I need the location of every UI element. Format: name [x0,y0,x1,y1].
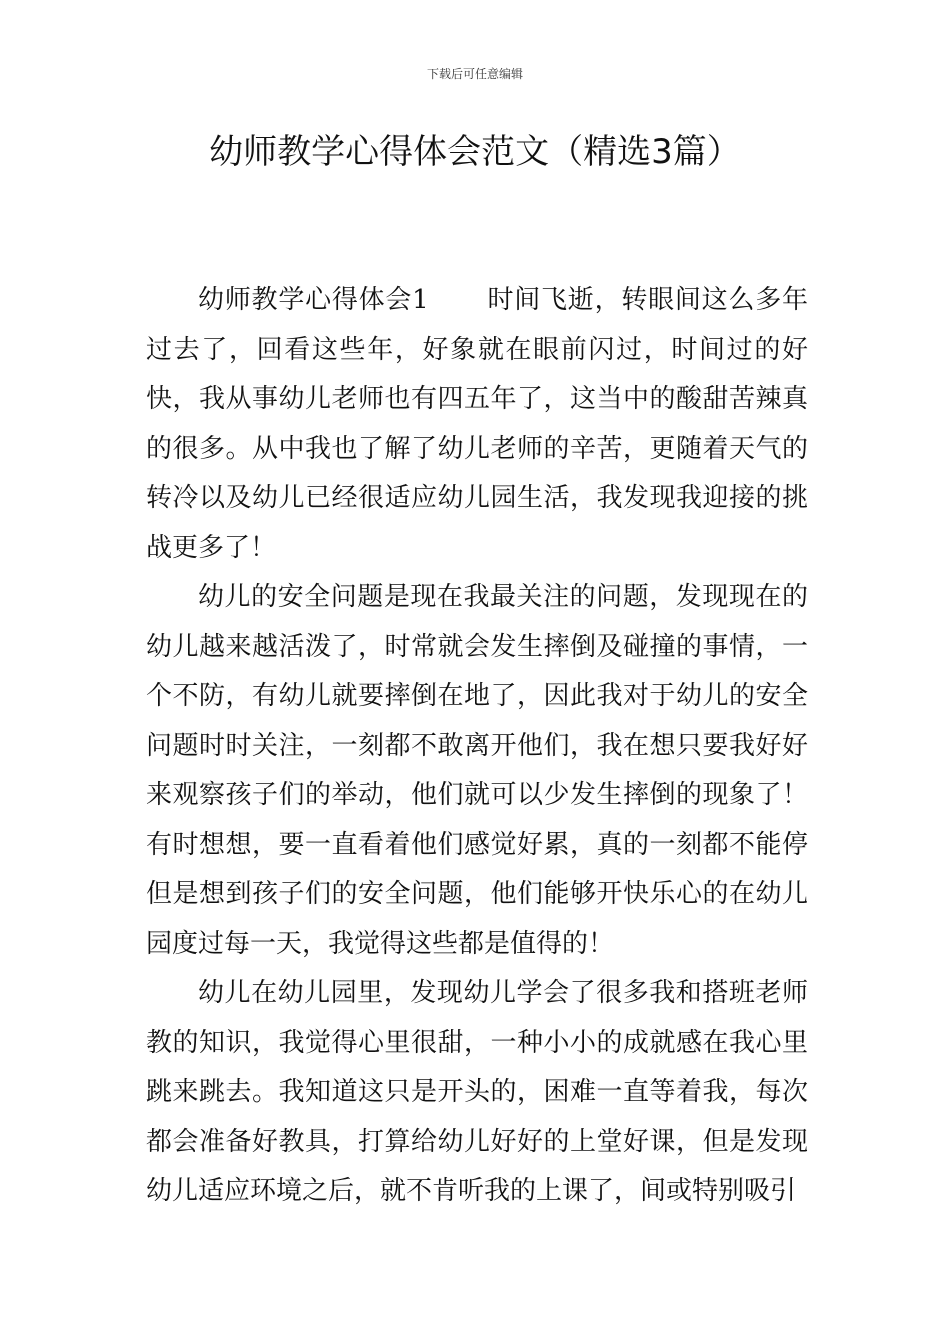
paragraph-2: 幼儿的安全问题是现在我最关注的问题，发现现在的幼儿越来越活泼了，时常就会发生摔倒及碰撞的事情，一个不防，有幼儿就要摔倒在地了，因此我对于幼儿的安全问题时时关注，一刻都不敢离开他们，我在想只要我好好来观察孩子们的举动，他们就可以少发生摔倒的现象了！有时想想，要一直看着他们感觉好累，真的一刻都不能停但是想到孩子们的安全问题，他们能够开快乐心的在幼儿园度过每一天，我觉得这些都是值得的！ [146,582,808,959]
paragraph-1-text: 时间飞逝，转眼间这么多年过去了，回看这些年，好象就在眼前闪过，时间过的好快，我从事幼儿老师也有四五年了，这当中的酸甜苦辣真的很多。从中我也了解了幼儿老师的辛苦，更随着天气的转冷以及幼儿已经很适应幼儿园生活，我发现我迎接的挑战更多了！ [146,285,808,563]
paragraph-3: 幼儿在幼儿园里，发现幼儿学会了很多我和搭班老师教的知识，我觉得心里很甜，一种小小的成就感在我心里跳来跳去。我知道这只是开头的，困难一直等着我，每次都会准备好教具，打算给幼儿好好的上堂好课，但是发现幼儿适应环境之后，就不肯听我的上课了，间或特别吸引 [146,978,808,1206]
header-note: 下载后可任意编辑 [426,67,523,81]
paragraph-1 [146,276,808,573]
section-label: 幼师教学心得体会1 [198,285,429,315]
document-title: 幼师教学心得体会范文（精选3篇） [209,132,741,172]
document-body [146,276,808,1217]
